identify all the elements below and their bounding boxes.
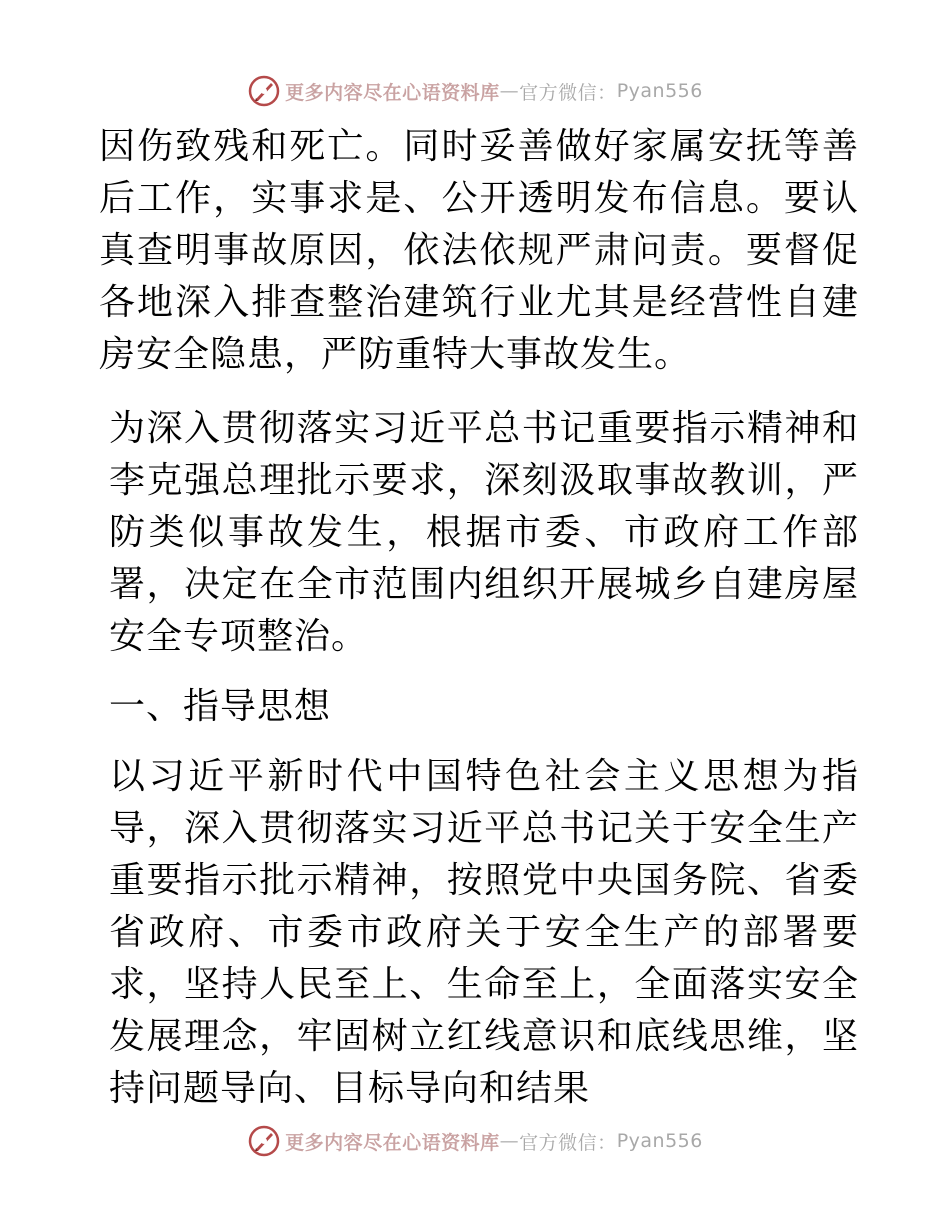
watermark-separator: — xyxy=(499,1130,520,1152)
header-watermark xyxy=(0,71,950,111)
watermark-main-text: 更多内容尽在心语资料库 xyxy=(285,1131,500,1154)
section-heading: 一、指导思想 xyxy=(109,686,332,727)
quill-seal-icon xyxy=(247,1124,281,1158)
watermark-wechat-id: Pyan556 xyxy=(616,1130,703,1152)
watermark-main-text: 更多内容尽在心语资料库 xyxy=(285,81,500,104)
document-body xyxy=(99,121,859,1115)
watermark-wechat-id: Pyan556 xyxy=(616,80,703,102)
footer-watermark xyxy=(0,1121,950,1161)
watermark-contact-label: 官方微信： xyxy=(519,81,617,104)
paragraph-continuation: 因伤致残和死亡。同时妥善做好家属安抚等善后工作，实事求是、公开透明发布信息。要认真查明事故原因，依法依规严肃问责。要督促各地深入排查整治建筑行业尤其是经营性自建房安全隐患，严防重特大事故发生。 xyxy=(99,126,859,375)
quill-seal-icon xyxy=(247,74,281,108)
watermark-separator: — xyxy=(499,80,520,102)
paragraph-guiding-thought: 以习近平新时代中国特色社会主义思想为指导，深入贯彻落实习近平总书记关于安全生产重要指示批示精神，按照党中央国务院、省委省政府、市委市政府关于安全生产的部署要求，坚持人民至上、生命至上，全面落实安全发展理念，牢固树立红线意识和底线思维，坚持问题导向、目标导向和结果 xyxy=(109,756,859,1109)
paragraph-intro: 为深入贯彻落实习近平总书记重要指示精神和李克强总理批示要求，深刻汲取事故教训，严防类似事故发生，根据市委、市政府工作部署，决定在全市范围内组织开展城乡自建房屋安全专项整治。 xyxy=(109,408,859,657)
watermark-contact-label: 官方微信： xyxy=(519,1131,617,1154)
